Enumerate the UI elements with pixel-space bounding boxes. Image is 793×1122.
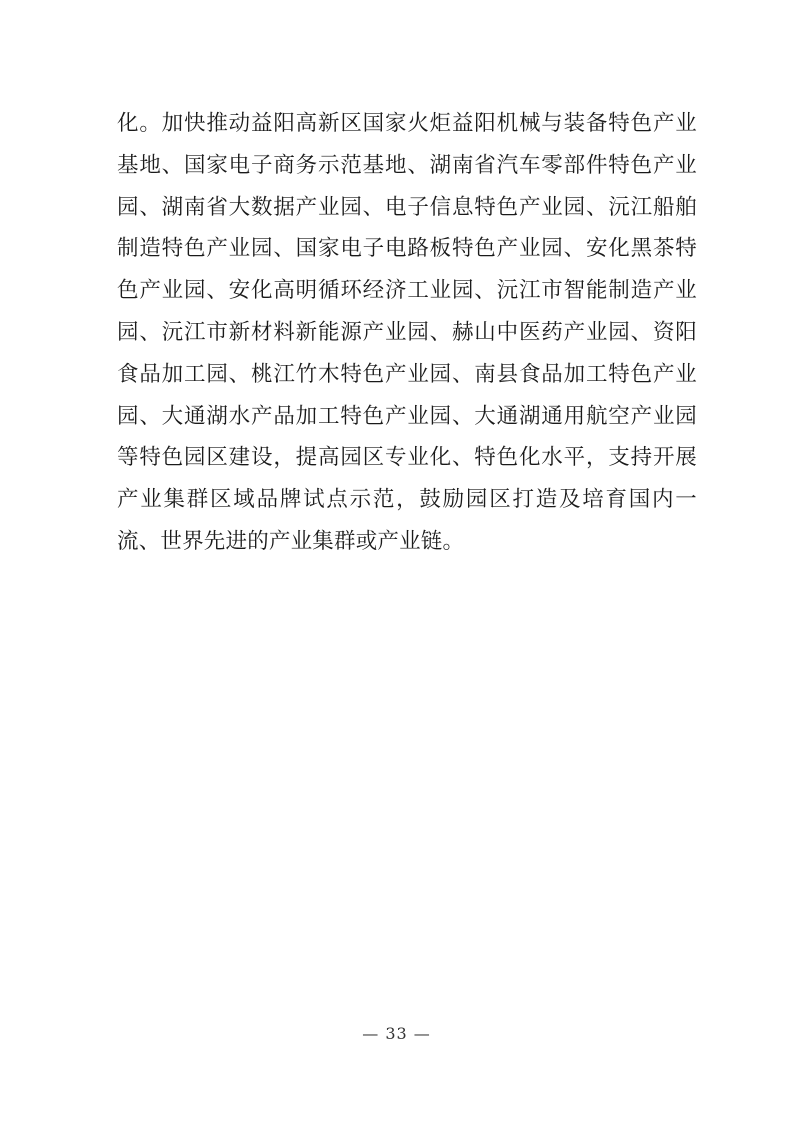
page-number: — 33 —	[362, 1024, 431, 1043]
body-paragraph: 化。加快推动益阳高新区国家火炬益阳机械与装备特色产业基地、国家电子商务示范基地、湖南省汽车零部件特色产业园、湖南省大数据产业园、电子信息特色产业园、沅江船舶制造特色产业园、国家电子电路板特色产业园、安化黑茶特色产业园、安化高明循环经济工业园、沅江市智能制造产业园、沅江市新材料新能源产业园、赫山中医药产业园、资阳食品加工园、桃江竹木特色产业园、南县食品加工特色产业园、大通湖水产品加工特色产业园、大通湖通用航空产业园等特色园区建设，提高园区专业化、特色化水平，支持开展产业集群区域品牌试点示范，鼓励园区打造及培育国内一流、世界先进的产业集群或产业链。	[117, 111, 697, 554]
